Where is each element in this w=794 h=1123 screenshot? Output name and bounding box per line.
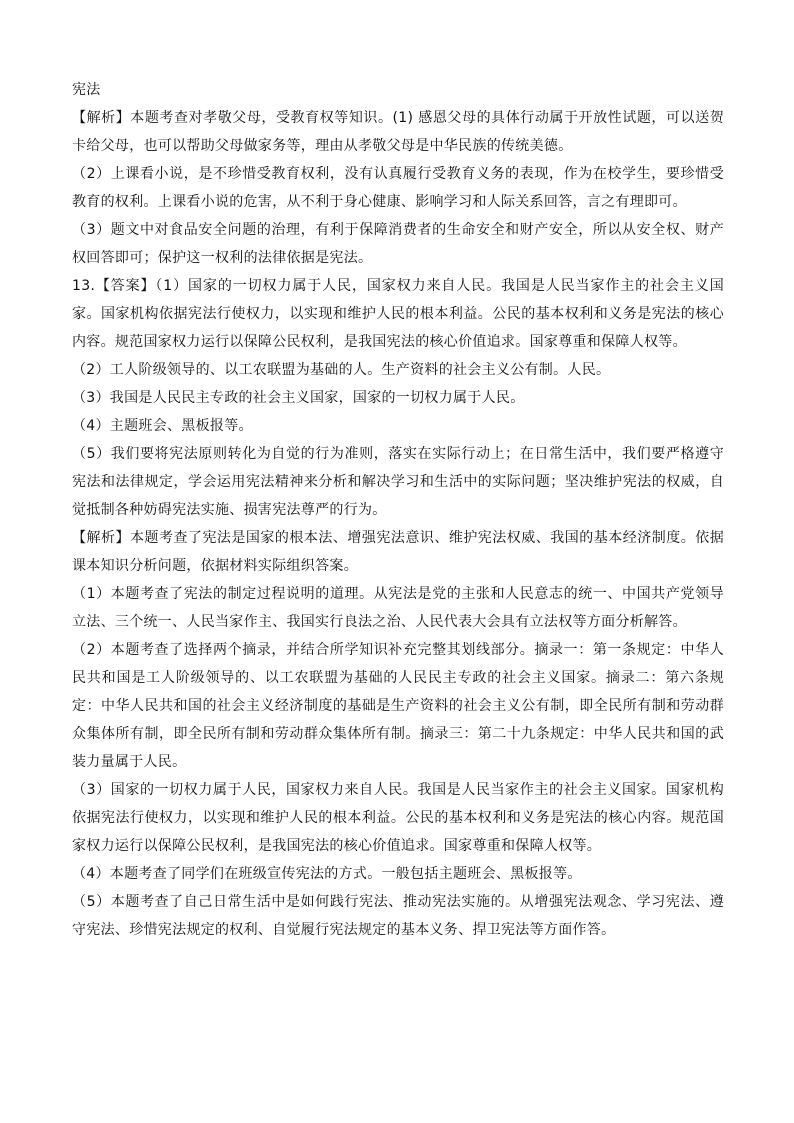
paragraph-heading: 宪法	[72, 82, 101, 98]
paragraph-answer-13: 13.【答案】（1）国家的一切权力属于人民，国家权力来自人民。我国是人民当家作主的社会主义国家。国家机构依据宪法行使权力，以实现和维护人民的根本利益。公民的基本权利和义务是宪法的核心内容。规范国家权力运行以保障公民权利，是我国宪法的核心价值追求。国家尊重和保障人权等。	[72, 278, 724, 350]
paragraph-analysis-13-part2: （2）本题考查了选择两个摘录，并结合所学知识补充完整其划线部分。摘录一：第一条规定：中华人民共和国是工人阶级领导的、以工农联盟为基础的人民民主专政的社会主义国家。摘录二：第六条规定：中华人民共和国的社会主义经济制度的基础是生产资料的社会主义公有制，即全民所有制和劳动群众集体所有制，即全民所有制和劳动群众集体所有制。摘录三：第二十九条规定：中华人民共和国的武装力量属于人民。	[72, 642, 724, 770]
paragraph-analysis-13-part1: （1）本题考查了宪法的制定过程说明的道理。从宪法是党的主张和人民意志的统一、中国共产党领导立法、三个统一、人民当家作主、我国实行良法之治、人民代表大会具有立法权等方面分析解答。	[72, 586, 724, 630]
paragraph-analysis-13-part5: （5）本题考查了自己日常生活中是如何践行宪法、推动宪法实施的。从增强宪法观念、学习宪法、遵守宪法、珍惜宪法规定的权利、自觉履行宪法规定的基本义务、捍卫宪法等方面作答。	[72, 894, 724, 938]
document-body	[72, 76, 724, 944]
paragraph-answer-13-part4: （4）主题班会、黑板报等。	[72, 418, 253, 434]
paragraph-analysis-12-part2: （2）上课看小说，是不珍惜受教育权利，没有认真履行受教育义务的表现，作为在校学生，要珍惜受教育的权利。上课看小说的危害，从不利于身心健康、影响学习和人际关系回答，言之有理即可。	[72, 166, 724, 210]
paragraph-analysis-13-part4: （4）本题考查了同学们在班级宣传宪法的方式。一般包括主题班会、黑板报等。	[72, 866, 582, 882]
paragraph-answer-13-part2: （2）工人阶级领导的、以工农联盟为基础的人。生产资料的社会主义公有制。人民。	[72, 362, 611, 378]
paragraph-answer-13-part3: （3）我国是人民民主专政的社会主义国家，国家的一切权力属于人民。	[72, 390, 525, 406]
paragraph-answer-13-part5: （5）我们要将宪法原则转化为自觉的行为准则，落实在实际行动上；在日常生活中，我们要严格遵守宪法和法律规定，学会运用宪法精神来分析和解决学习和生活中的实际问题；坚决维护宪法的权威，自觉抵制各种妨碍宪法实施、损害宪法尊严的行为。	[72, 446, 724, 518]
paragraph-analysis-13: 【解析】本题考查了宪法是国家的根本法、增强宪法意识、维护宪法权威、我国的基本经济制度。依据课本知识分析问题，依据材料实际组织答案。	[72, 530, 724, 574]
paragraph-analysis-12: 【解析】本题考查对孝敬父母，受教育权等知识。(1) 感恩父母的具体行动属于开放性试题，可以送贺卡给父母，也可以帮助父母做家务等，理由从孝敬父母是中华民族的传统美德。	[72, 110, 724, 154]
paragraph-analysis-12-part3: （3）题文中对食品安全问题的治理，有利于保障消费者的生命安全和财产安全，所以从安全权、财产权回答即可；保护这一权利的法律依据是宪法。	[72, 222, 724, 266]
paragraph-analysis-13-part3: （3）国家的一切权力属于人民，国家权力来自人民。我国是人民当家作主的社会主义国家。国家机构依据宪法行使权力，以实现和维护人民的根本利益。公民的基本权利和义务是宪法的核心内容。规范国家权力运行以保障公民权利，是我国宪法的核心价值追求。国家尊重和保障人权等。	[72, 782, 724, 854]
